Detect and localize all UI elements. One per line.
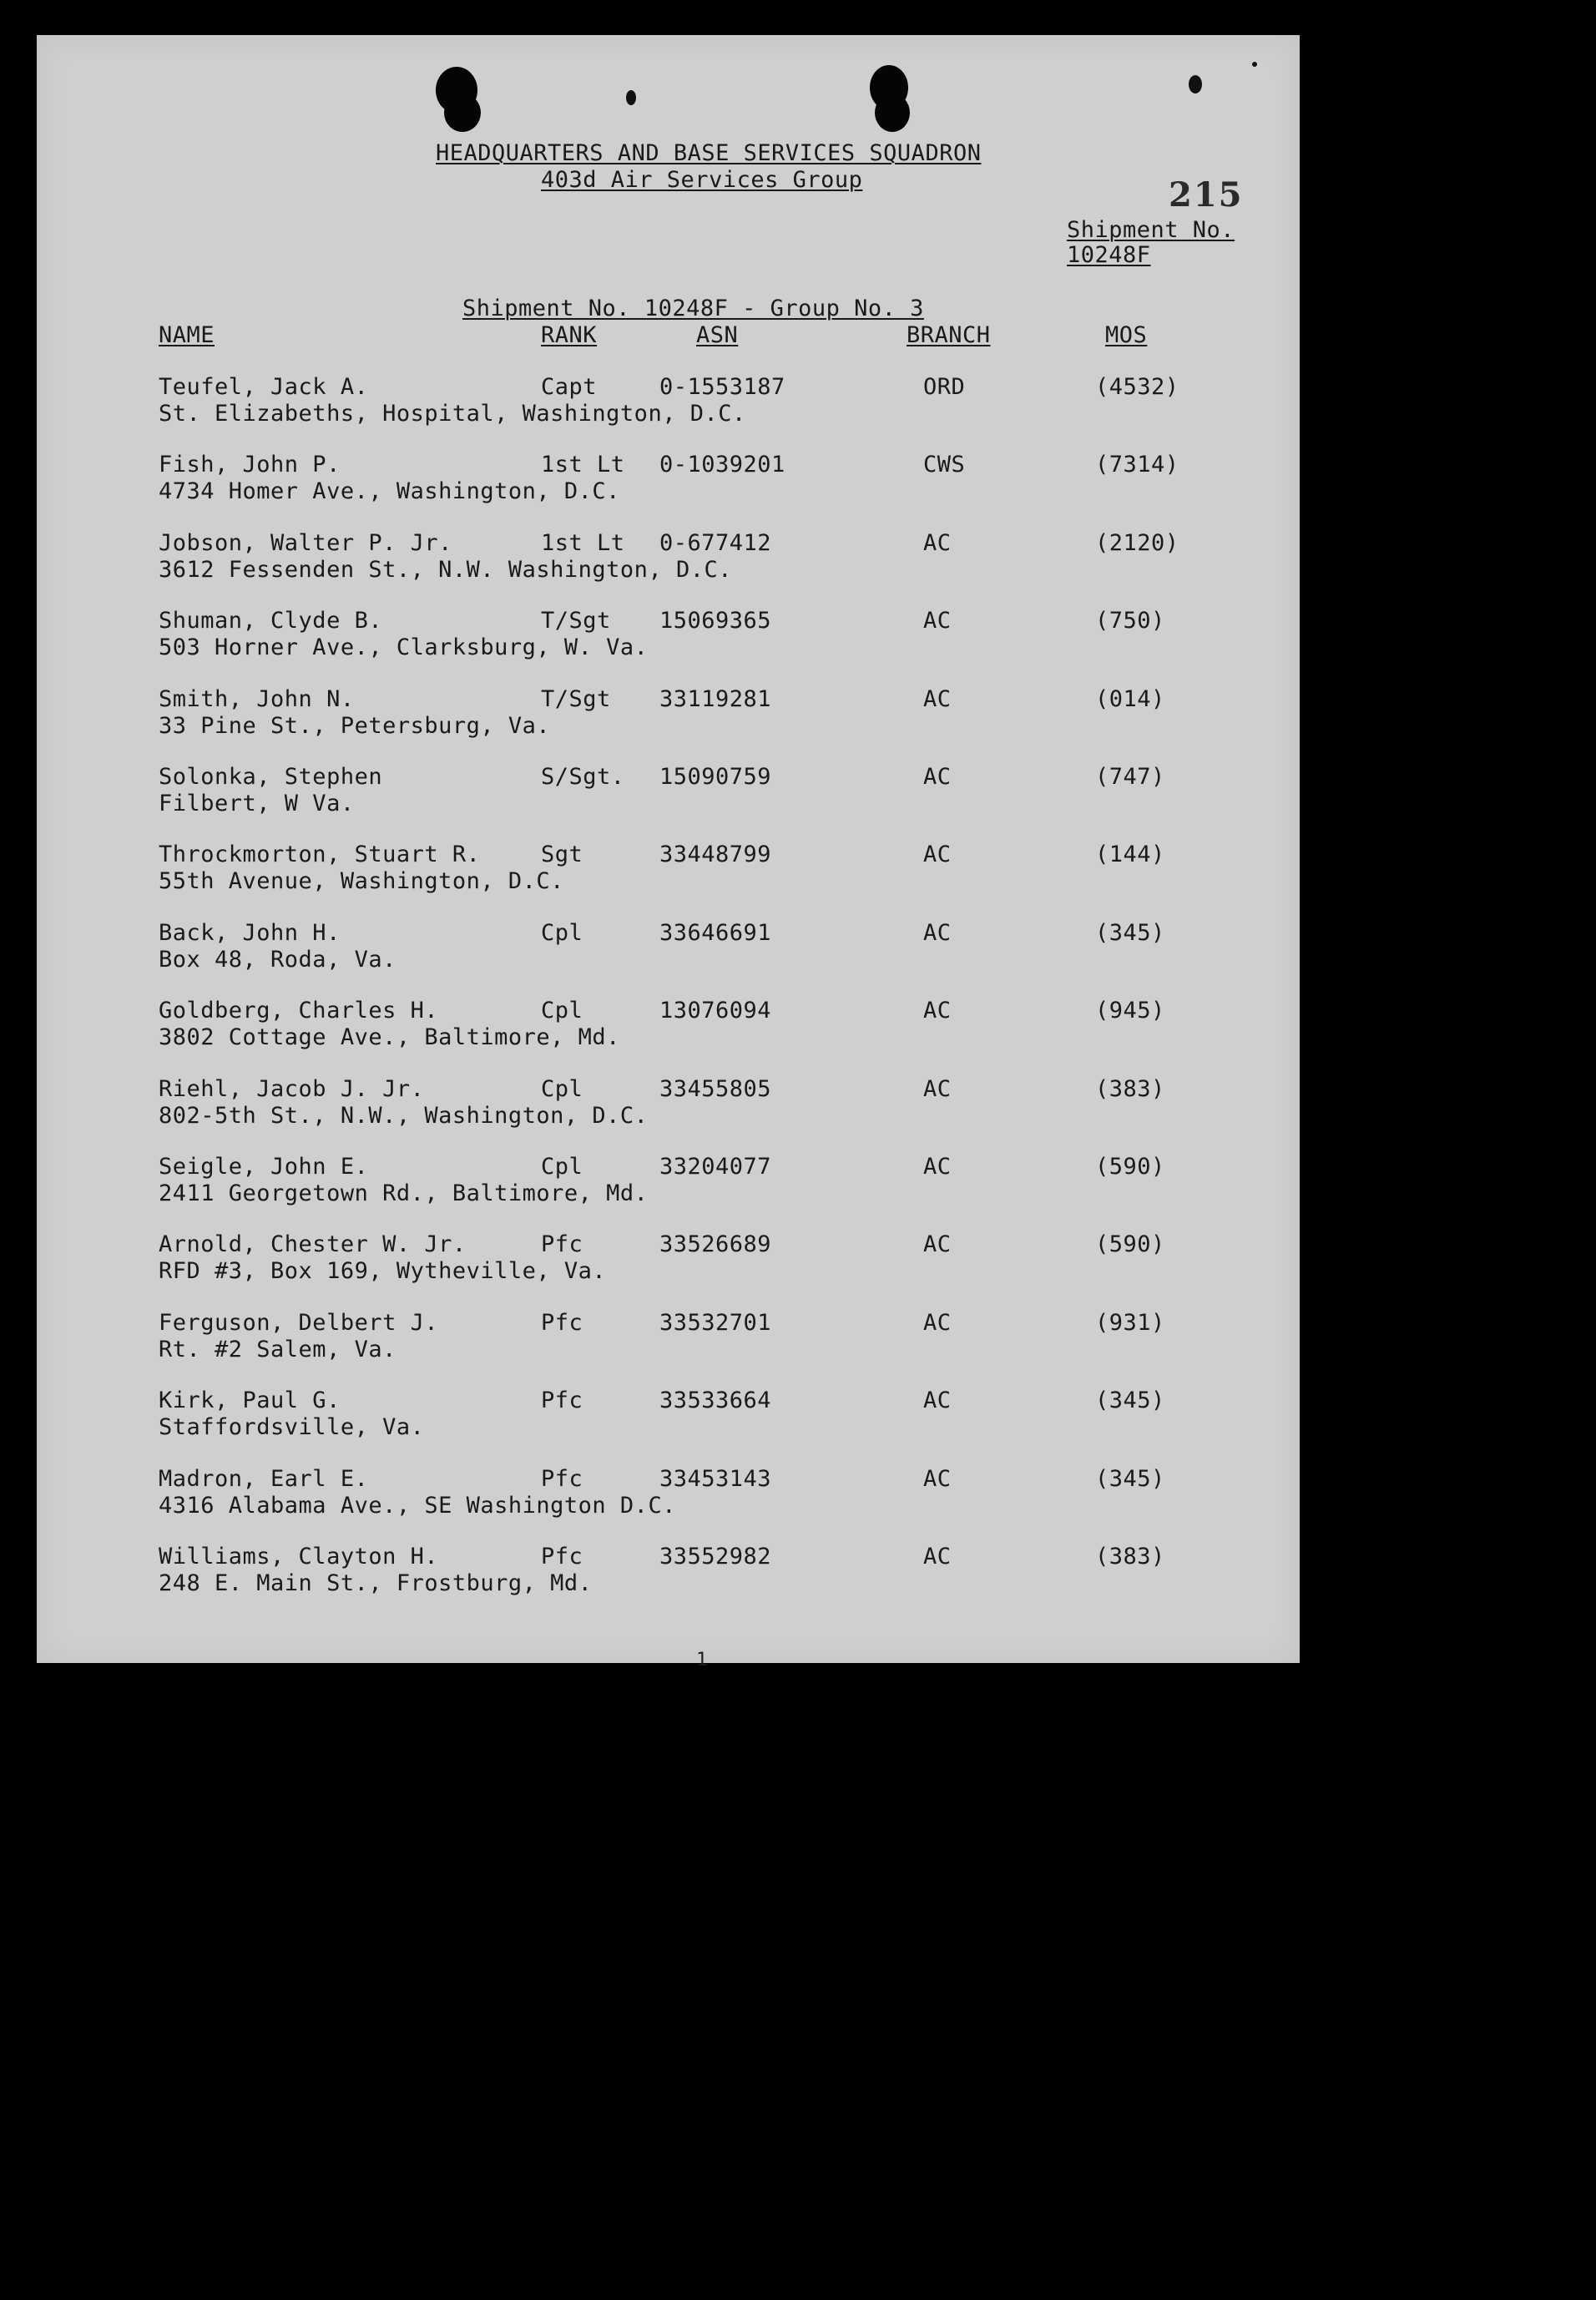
personnel-mos: (590) xyxy=(1095,1154,1165,1180)
personnel-name: Jobson, Walter P. Jr. xyxy=(159,530,452,556)
personnel-address: St. Elizabeths, Hospital, Washington, D.C. xyxy=(159,401,746,427)
personnel-mos: (7314) xyxy=(1095,452,1179,478)
punch-hole-right-lower-icon xyxy=(875,94,910,132)
personnel-name: Solonka, Stephen xyxy=(159,764,383,790)
personnel-mos: (383) xyxy=(1095,1544,1165,1570)
personnel-rank: S/Sgt. xyxy=(541,764,625,790)
personnel-rank: Pfc xyxy=(541,1544,583,1570)
personnel-branch: AC xyxy=(923,842,952,867)
shipment-value: 10248F xyxy=(1067,242,1151,268)
personnel-asn: 0-1039201 xyxy=(659,452,785,478)
header-line-1: HEADQUARTERS AND BASE SERVICES SQUADRON xyxy=(436,140,982,166)
footer-mark: 1 xyxy=(696,1650,708,1671)
personnel-name: Smith, John N. xyxy=(159,686,355,712)
personnel-rank: Pfc xyxy=(541,1310,583,1336)
personnel-address: Box 48, Roda, Va. xyxy=(159,947,396,973)
personnel-branch: AC xyxy=(923,608,952,634)
personnel-address: 4316 Alabama Ave., SE Washington D.C. xyxy=(159,1493,676,1519)
personnel-branch: AC xyxy=(923,1466,952,1492)
personnel-branch: AC xyxy=(923,530,952,556)
personnel-row xyxy=(37,453,1300,512)
column-header-name: NAME xyxy=(159,322,215,348)
personnel-address: Rt. #2 Salem, Va. xyxy=(159,1337,396,1362)
personnel-name: Madron, Earl E. xyxy=(159,1466,369,1492)
personnel-row xyxy=(37,1389,1300,1448)
column-header-mos: MOS xyxy=(1105,322,1148,348)
personnel-branch: AC xyxy=(923,764,952,790)
ink-speck xyxy=(1189,75,1202,94)
personnel-asn: 33526689 xyxy=(659,1231,772,1257)
ink-speck xyxy=(626,90,636,105)
personnel-address: 3612 Fessenden St., N.W. Washington, D.C. xyxy=(159,557,732,583)
personnel-mos: (4532) xyxy=(1095,374,1179,400)
personnel-name: Goldberg, Charles H. xyxy=(159,998,439,1024)
personnel-mos: (590) xyxy=(1095,1231,1165,1257)
personnel-asn: 33453143 xyxy=(659,1466,772,1492)
personnel-mos: (2120) xyxy=(1095,530,1179,556)
personnel-asn: 33532701 xyxy=(659,1310,772,1336)
personnel-row xyxy=(37,1233,1300,1292)
personnel-row xyxy=(37,999,1300,1058)
personnel-asn: 0-677412 xyxy=(659,530,772,556)
personnel-rank: T/Sgt xyxy=(541,686,611,712)
personnel-branch: AC xyxy=(923,1154,952,1180)
personnel-rank: Cpl xyxy=(541,1154,583,1180)
personnel-address: 248 E. Main St., Frostburg, Md. xyxy=(159,1570,593,1596)
personnel-row xyxy=(37,1155,1300,1214)
personnel-branch: AC xyxy=(923,1388,952,1413)
personnel-address: Filbert, W Va. xyxy=(159,791,355,816)
personnel-name: Riehl, Jacob J. Jr. xyxy=(159,1076,425,1102)
personnel-branch: CWS xyxy=(923,452,966,478)
personnel-branch: AC xyxy=(923,1544,952,1570)
personnel-rank: T/Sgt xyxy=(541,608,611,634)
personnel-asn: 15090759 xyxy=(659,764,772,790)
personnel-row xyxy=(37,766,1300,824)
personnel-name: Williams, Clayton H. xyxy=(159,1544,439,1570)
personnel-row xyxy=(37,609,1300,668)
personnel-asn: 33119281 xyxy=(659,686,772,712)
personnel-branch: AC xyxy=(923,686,952,712)
personnel-name: Kirk, Paul G. xyxy=(159,1388,341,1413)
personnel-branch: ORD xyxy=(923,374,966,400)
personnel-mos: (931) xyxy=(1095,1310,1165,1336)
personnel-row xyxy=(37,1545,1300,1604)
personnel-rank: Sgt xyxy=(541,842,583,867)
personnel-asn: 33204077 xyxy=(659,1154,772,1180)
personnel-address: RFD #3, Box 169, Wytheville, Va. xyxy=(159,1258,607,1284)
personnel-asn: 13076094 xyxy=(659,998,772,1024)
personnel-name: Ferguson, Delbert J. xyxy=(159,1310,439,1336)
personnel-asn: 0-1553187 xyxy=(659,374,785,400)
page-number: 215 xyxy=(1169,175,1244,215)
personnel-row xyxy=(37,532,1300,590)
personnel-rank: Cpl xyxy=(541,998,583,1024)
header-line-2: 403d Air Services Group xyxy=(541,167,863,193)
personnel-asn: 33455805 xyxy=(659,1076,772,1102)
personnel-rank: 1st Lt xyxy=(541,530,625,556)
personnel-row xyxy=(37,1468,1300,1526)
personnel-name: Seigle, John E. xyxy=(159,1154,369,1180)
personnel-row xyxy=(37,1078,1300,1136)
personnel-mos: (345) xyxy=(1095,920,1165,946)
personnel-asn: 15069365 xyxy=(659,608,772,634)
column-header-rank: RANK xyxy=(541,322,598,348)
punch-hole-left-lower-icon xyxy=(444,94,481,132)
column-header-asn: ASN xyxy=(696,322,739,348)
document-title: Shipment No. 10248F - Group No. 3 xyxy=(462,296,924,321)
personnel-branch: AC xyxy=(923,1231,952,1257)
personnel-address: 55th Avenue, Washington, D.C. xyxy=(159,868,564,894)
personnel-row xyxy=(37,922,1300,980)
document-page xyxy=(37,35,1300,1671)
personnel-mos: (750) xyxy=(1095,608,1165,634)
personnel-rank: Pfc xyxy=(541,1466,583,1492)
personnel-rank: Cpl xyxy=(541,920,583,946)
personnel-address: 503 Horner Ave., Clarksburg, W. Va. xyxy=(159,634,649,660)
column-header-branch: BRANCH xyxy=(907,322,991,348)
personnel-mos: (345) xyxy=(1095,1466,1165,1492)
personnel-mos: (945) xyxy=(1095,998,1165,1024)
personnel-asn: 33646691 xyxy=(659,920,772,946)
personnel-rank: Pfc xyxy=(541,1231,583,1257)
personnel-rank: Cpl xyxy=(541,1076,583,1102)
shipment-label: Shipment No. xyxy=(1067,217,1235,243)
personnel-name: Teufel, Jack A. xyxy=(159,374,369,400)
personnel-address: 2411 Georgetown Rd., Baltimore, Md. xyxy=(159,1180,649,1206)
personnel-name: Shuman, Clyde B. xyxy=(159,608,383,634)
personnel-asn: 33552982 xyxy=(659,1544,772,1570)
personnel-name: Arnold, Chester W. Jr. xyxy=(159,1231,467,1257)
personnel-row xyxy=(37,376,1300,434)
personnel-rank: 1st Lt xyxy=(541,452,625,478)
personnel-address: Staffordsville, Va. xyxy=(159,1414,425,1440)
personnel-address: 3802 Cottage Ave., Baltimore, Md. xyxy=(159,1024,620,1050)
personnel-mos: (014) xyxy=(1095,686,1165,712)
personnel-branch: AC xyxy=(923,1076,952,1102)
personnel-asn: 33533664 xyxy=(659,1388,772,1413)
ink-speck xyxy=(1252,62,1257,67)
personnel-rank: Capt xyxy=(541,374,598,400)
personnel-row xyxy=(37,688,1300,746)
personnel-mos: (144) xyxy=(1095,842,1165,867)
personnel-address: 4734 Homer Ave., Washington, D.C. xyxy=(159,478,620,504)
personnel-name: Throckmorton, Stuart R. xyxy=(159,842,481,867)
personnel-mos: (383) xyxy=(1095,1076,1165,1102)
personnel-branch: AC xyxy=(923,998,952,1024)
personnel-branch: AC xyxy=(923,1310,952,1336)
personnel-branch: AC xyxy=(923,920,952,946)
personnel-address: 802-5th St., N.W., Washington, D.C. xyxy=(159,1103,649,1129)
personnel-asn: 33448799 xyxy=(659,842,772,867)
personnel-mos: (345) xyxy=(1095,1388,1165,1413)
personnel-address: 33 Pine St., Petersburg, Va. xyxy=(159,713,551,739)
personnel-name: Fish, John P. xyxy=(159,452,341,478)
personnel-name: Back, John H. xyxy=(159,920,341,946)
personnel-row xyxy=(37,1312,1300,1370)
personnel-mos: (747) xyxy=(1095,764,1165,790)
personnel-row xyxy=(37,843,1300,902)
personnel-rank: Pfc xyxy=(541,1388,583,1413)
